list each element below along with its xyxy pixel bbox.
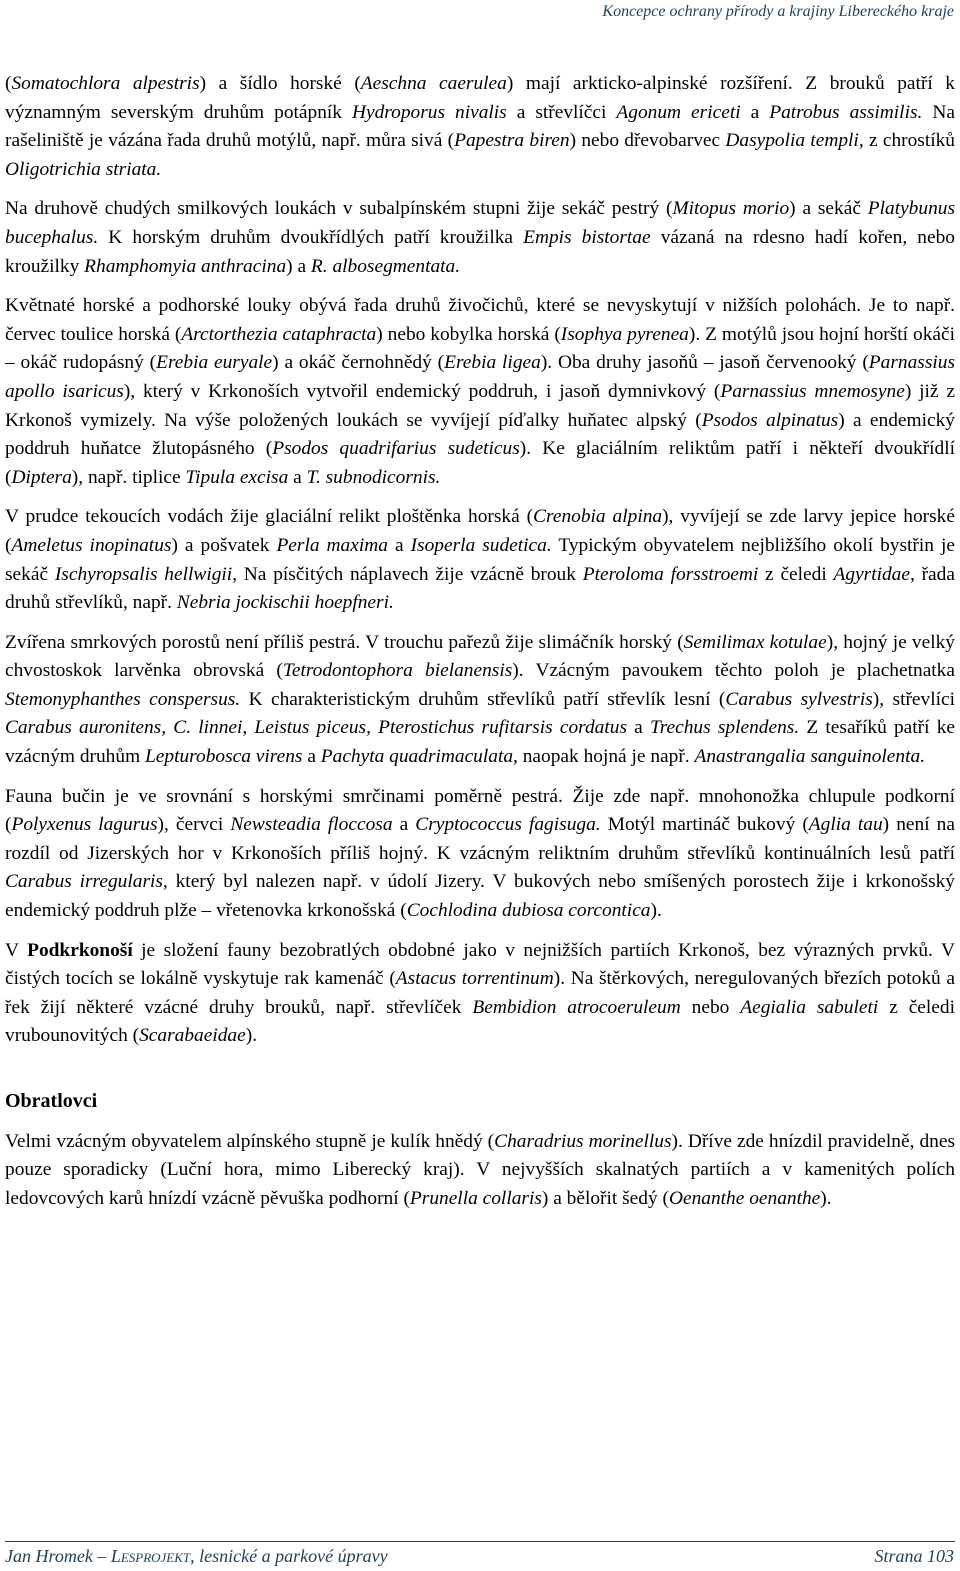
text-run: Velmi vzácným obyvatelem alpínského stupně je kulík hnědý ( [5,1130,495,1152]
italic-run: Perla maxima [276,534,388,556]
italic-run: Astacus torrentinum [395,968,554,990]
text-run: a střevlíčci [506,101,617,123]
text-run: vázaná na rdesno hadí kořen, nebo kroužilky [5,226,955,277]
text-run: ), např. tiplice [71,466,186,488]
italic-run: Cryptococcus fagisuga. [415,814,601,836]
text-run: ) nebo dřevobarvec [569,130,726,152]
italic-run: Cochlodina dubiosa corcontica [406,900,651,922]
footer-author-name: Jan Hromek – [5,1546,111,1566]
text-run: ), vyvíjejí se zde larvy jepice horské ( [5,506,955,556]
text-run: ), střevlíci [872,688,955,710]
text-run: a [288,466,307,488]
italic-run: Carabus irregularis, [5,871,168,893]
italic-run: Lepturobosca virens [145,746,303,768]
text-run: nebo [680,996,741,1018]
italic-run: Somatochlora alpestris [11,73,200,94]
text-run: ). [820,1187,832,1209]
text-run: ) mají arkticko-alpinské rozšíření. Z brouků patří k významným severským druhům potápník [5,73,955,123]
italic-run: Empis bistortae [523,226,651,248]
text-run: z chrostíků [863,130,956,152]
footer-company: Lesprojekt [110,1546,191,1566]
text-run: který byl nalezen např. v údolí Jizery. V bukových nebo smíšených porostech žije i krkonošský endemický poddruh plže – vřetenovka krkonošská ( [5,871,955,922]
italic-run: Isoperla sudetica. [410,534,552,556]
italic-run: Erebia euryale [156,352,273,374]
italic-run: Patrobus assimilis. [769,101,923,123]
italic-run: Papestra biren [454,130,570,152]
italic-run: Stemonyphanthes conspersus. [5,688,241,710]
text-run: Květnaté horské a podhorské louky obývá řada druhů živočichů, které se nevyskytují v nižších polohách. Je to např. červec toulice horská ( [5,295,955,345]
text-run: ) a endemický poddruh huňatce žlutopásného ( [5,409,955,460]
italic-run: Scarabaeidae [139,1025,246,1047]
paragraph [5,195,955,281]
text-run: ) a bělořit šedý ( [541,1187,669,1209]
text-run: ( [5,73,12,94]
bold-run: Podkrkonoší [27,939,133,961]
text-run: naopak hojná je např. [517,746,695,768]
paragraph [5,937,955,1051]
text-run: a [392,814,416,836]
text-run: ) a pošvatek [171,534,277,556]
text-run: ). [245,1025,258,1047]
text-run: ). Z motýlů jsou hojní horští okáči – okáč rudopásný ( [5,323,955,374]
italic-run: Hydroporus nivalis [352,101,507,123]
text-run: ) není na rozdíl od Jizerských hor v Krkonoších příliš hojný. K vzácným reliktním druhům střevlíků kontinuálních lesů patří [5,814,955,864]
text-run: ). Oba druhy jasoňů – jasoň červenooký ( [540,352,869,374]
paragraph [5,503,955,617]
italic-run: Tipula excisa [185,466,289,488]
italic-run: Ischyropsalis hellwigii, [54,563,238,585]
text-run: Na rašeliniště je vázána řada druhů motýlů, např. můra sivá ( [5,101,955,152]
text-run: řada druhů střevlíků, např. [5,563,955,614]
text-run: ). Dříve zde hnízdil pravidelně, dnes pouze sporadicky (Luční hora, mimo Liberecký kraj). V nejvyšších skalnatých partiích a v kamenitých polích ledovcových karů hnízdí vzácně pěvuška podhorní ( [5,1130,955,1209]
italic-run: Agyrtidae, [833,563,915,585]
italic-run: Dasypolia templi, [725,130,864,152]
italic-run: Oligotrichia striata. [5,158,162,180]
italic-run: Platybunus bucephalus. [5,198,956,248]
text-run: z čeledi [758,563,834,585]
text-run: Motýl martináč bukový ( [600,814,809,836]
text-run: ) a okáč černohnědý ( [272,352,445,374]
italic-run: Diptera [11,466,72,488]
paragraph [5,292,955,492]
text-run: V [5,939,28,961]
italic-run: Bembidion atrocoeruleum [472,996,681,1018]
text-run: ), který v Krkonoších vytvořil endemický poddruh, i jasoň dymnivkový ( [123,380,721,402]
text-run: ), červci [157,814,231,836]
footer-company-rest: , lesnické a parkové úpravy [190,1546,388,1566]
text-run: Na druhově chudých smilkových loukách v subalpínském stupni žije sekáč pestrý ( [5,198,673,220]
text-run: a [387,534,411,556]
italic-run: Aglia tau [808,814,883,836]
text-run: Zvířena smrkových porostů není příliš pestrá. V trouchu pařezů žije slimáčník horský ( [5,631,684,653]
italic-run: Pteroloma forsstroemi [582,563,759,585]
italic-run: Parnassius mnemosyne [720,380,905,402]
text-run: ) a sekáč [789,198,868,220]
italic-run: T. subnodicornis. [306,466,441,488]
text-run: ). [650,900,662,922]
document-body [5,70,955,1224]
paragraph [5,783,955,926]
paragraph [5,1128,955,1214]
italic-run: Isophya pyrenea [560,323,689,345]
text-run: ) nebo kobylka horská ( [376,323,561,345]
italic-run: Psodos quadrifarius sudeticus [272,438,520,460]
text-run: ). Na štěrkových, neregulovaných březích potoků a řek žijí některé vzácné druhy brouků, např. střevlíček [5,968,955,1018]
text-run: ). Ke glaciálním reliktům patří i někteří dvoukřídlí ( [5,438,956,488]
running-header: Koncepce ochrany přírody a krajiny Libereckého kraje [602,3,954,20]
text-run: ) a [286,255,311,277]
section-heading: Obratlovci [5,1090,98,1112]
footer-author [5,1546,388,1567]
text-run: z čeledi vrubounovitých ( [5,996,955,1047]
text-run: je složení fauny bezobratlých obdobné jako v nejnižších partiích Krkonoš, bez výrazných prvků. V čistých tocích se lokálně vyskytuje rak kamenáč ( [5,939,955,990]
text-run: Fauna bučin je ve srovnání s horskými smrčinami poměrně pestrá. Žije zde např. mnohonožka chlupule podkorní ( [5,785,955,836]
italic-run: Newsteadia floccosa [230,814,393,836]
text-run: ) již z Krkonoš vymizely. Na výše položených loukách se vyvíjejí píďalky huňatec alpský ( [5,380,955,431]
italic-run: Polyxenus lagurus [11,814,158,836]
italic-run: Ameletus inopinatus [11,534,172,556]
text-run: Typickým obyvatelem nejbližšího okolí bystřin je sekáč [5,534,955,585]
page-number: Strana 103 [874,1546,954,1566]
italic-run: Mitopus morio [672,198,790,220]
italic-run: Aeschna caerulea [360,73,507,94]
italic-run: Carabus sylvestris [725,688,873,710]
text-run: V prudce tekoucích vodách žije glaciální relikt ploštěnka horská ( [5,506,534,528]
italic-run: Crenobia alpina [533,506,663,528]
italic-run: Trechus splendens. [649,717,800,739]
text-run: a [627,717,650,739]
text-run: Na písčitých náplavech žije vzácně brouk [237,563,583,585]
paragraph [5,629,955,772]
italic-run: Oenanthe oenanthe [668,1187,821,1209]
italic-run: Semilimax kotulae [683,631,827,653]
text-run: ) a šídlo horské ( [199,73,361,94]
italic-run: Pachyta quadrimaculata, [320,746,518,768]
italic-run: Anastrangalia sanguinolenta. [694,746,926,768]
text-run: K charakteristickým druhům střevlíků patří střevlík lesní ( [240,688,726,710]
italic-run: Rhamphomyia anthracina [84,255,287,277]
italic-run: Arctorthezia cataphracta [181,323,377,345]
italic-run: Erebia ligea [444,352,541,374]
italic-run: R. albosegmentata. [310,255,461,277]
footer-divider [5,1541,955,1542]
italic-run: Tetrodontophora bielanensis [282,660,513,682]
text-run: Z tesaříků patří ke vzácným druhům [5,717,955,768]
text-run: a [740,101,770,123]
text-run: ), hojný je velký chvostoskok larvěnka obrovská ( [5,631,955,682]
italic-run: Parnassius apollo isaricus [5,352,955,402]
italic-run: Agonum ericeti [616,101,741,123]
text-run: ). Vzácným pavoukem těchto poloh je plachetnatka [512,660,955,682]
text-run: K horským druhům dvoukřídlých patří kroužilka [98,226,524,248]
italic-run: Prunella collaris [409,1187,542,1209]
italic-run: Aegialia sabuleti [740,996,879,1018]
italic-run: Charadrius morinellus [494,1130,672,1152]
text-run: a [302,746,321,768]
paragraph [5,70,955,184]
italic-run: Psodos alpinatus [701,409,839,431]
italic-run: Nebria jockischii hoepfneri. [176,592,394,614]
italic-run: Carabus auronitens, C. linnei, Leistus piceus, Pterostichus rufitarsis cordatus [5,717,627,739]
